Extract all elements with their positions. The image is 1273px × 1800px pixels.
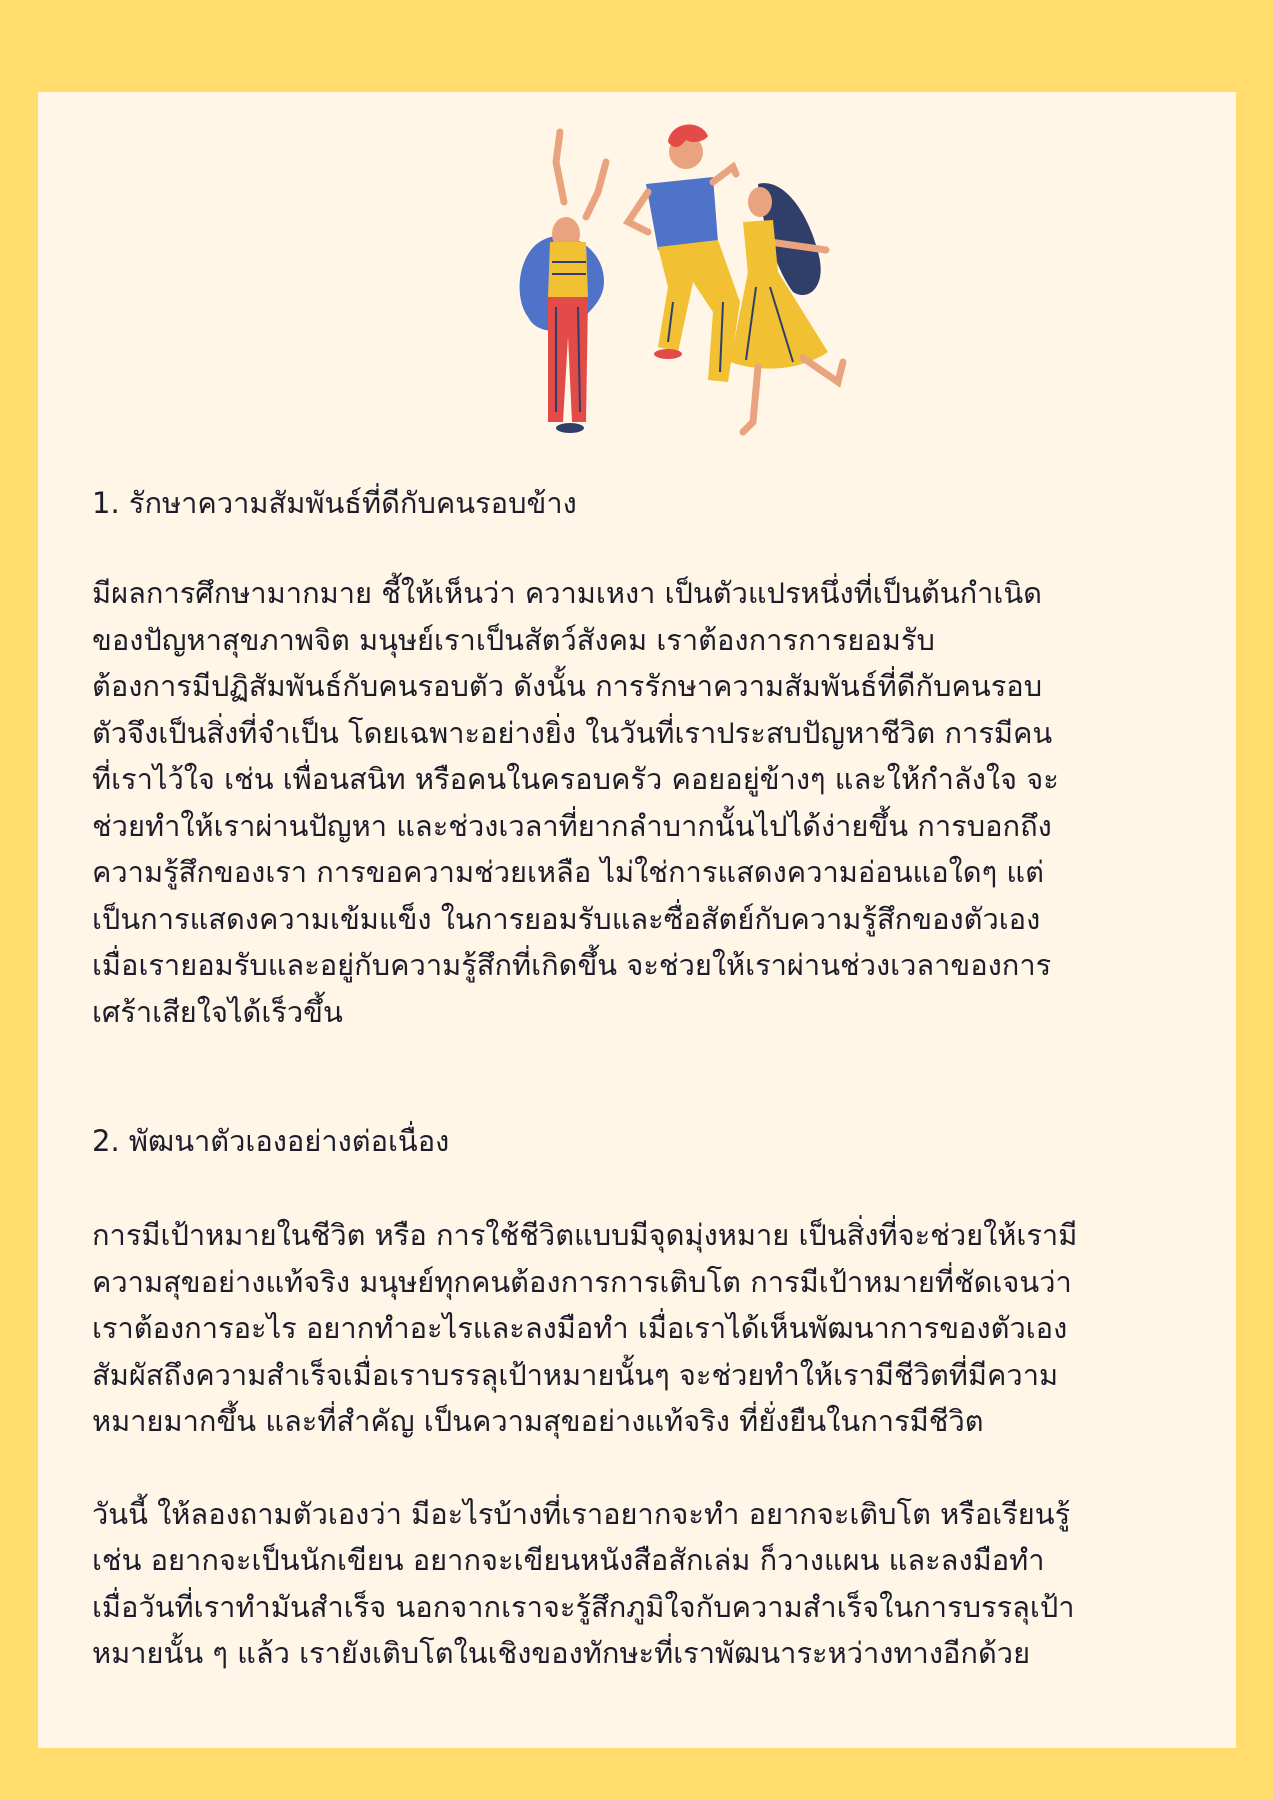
article-content — [92, 482, 1202, 1677]
section-1-paragraph: มีผลการศึกษามากมาย ชี้ให้เห็นว่า ความเหงา เป็นตัวแปรหนึ่งที่เป็นต้นกำเนิด ของปัญหาสุขภาพจิต มนุษย์เราเป็นสัตว์สังคม เราต้องการการยอมรับ ต้องการมีปฏิสัมพันธ์กับคนรอบตัว ดังนั้น การรักษาความสัมพันธ์ที่ดีกับคนรอบ ตัวจึงเป็นสิ่งที่จำเป็น โดยเฉพาะอย่างยิ่ง ในวันที่เราประสบปัญหาชีวิต การมีคน ที่เราไว้ใจ เช่น เพื่อนสนิท หรือคนในครอบครัว คอยอยู่ข้างๆ และให้กำลังใจ จะ ช่วยทำให้เราผ่านปัญหา และช่วงเวลาที่ยากลำบากนั้นไปได้ง่ายขึ้น การบอกถึง ความรู้สึกของเรา การขอความช่วยเหลือ ไม่ใช่การแสดงความอ่อนแอใดๆ แต่ เป็นการแสดงความเข้มแข็ง ในการยอมรับและซื่อสัตย์กับความรู้สึกของตัวเอง เมื่อเรายอมรับและอยู่กับความรู้สึกที่เกิดขึ้น จะช่วยให้เราผ่านช่วงเวลาของการ เศร้าเสียใจได้เร็วขึ้น — [92, 576, 1059, 1029]
dancer-left-figure — [520, 132, 606, 433]
section-2-heading: 2. พัฒนาตัวเองอย่างต่อเนื่อง — [92, 1124, 450, 1158]
dancer-middle-figure — [628, 125, 740, 382]
dancing-people-illustration — [508, 122, 868, 452]
dancer-right-figure — [730, 183, 843, 432]
section-2-paragraph-2: วันนี้ ให้ลองถามตัวเองว่า มีอะไรบ้างที่เราอยากจะทำ อยากจะเติบโต หรือเรียนรู้ เช่น อยากจะเป็นนักเขียน อยากจะเขียนหนังสือสักเล่ม ก็วางแผน และลงมือทำ เมื่อวันที่เราทำมันสำเร็จ นอกจากเราจะรู้สึกภูมิใจกับความสำเร็จในการบรรลุเป้า หมายนั้น ๆ แล้ว เรายังเติบโตในเชิงของทักษะที่เราพัฒนาระหว่างทางอีกด้วย — [92, 1496, 1075, 1670]
article-card — [38, 92, 1236, 1748]
section-2-paragraph-1: การมีเป้าหมายในชีวิต หรือ การใช้ชีวิตแบบมีจุดมุ่งหมาย เป็นสิ่งที่จะช่วยให้เรามี ความสุขอย่างแท้จริง มนุษย์ทุกคนต้องการการเติบโต การมีเป้าหมายที่ชัดเจนว่า เราต้องการอะไร อยากทำอะไรและลงมือทำ เมื่อเราได้เห็นพัฒนาการของตัวเอง สัมผัสถึงความสำเร็จเมื่อเราบรรลุเป้าหมายนั้นๆ จะช่วยทำให้เรามีชีวิตที่มีความ หมายมากขึ้น และที่สำคัญ เป็นความสุขอย่างแท้จริง ที่ยั่งยืนในการมีชีวิต — [92, 1218, 1078, 1438]
section-1-heading: 1. รักษาความสัมพันธ์ที่ดีกับคนรอบข้าง — [92, 486, 577, 520]
